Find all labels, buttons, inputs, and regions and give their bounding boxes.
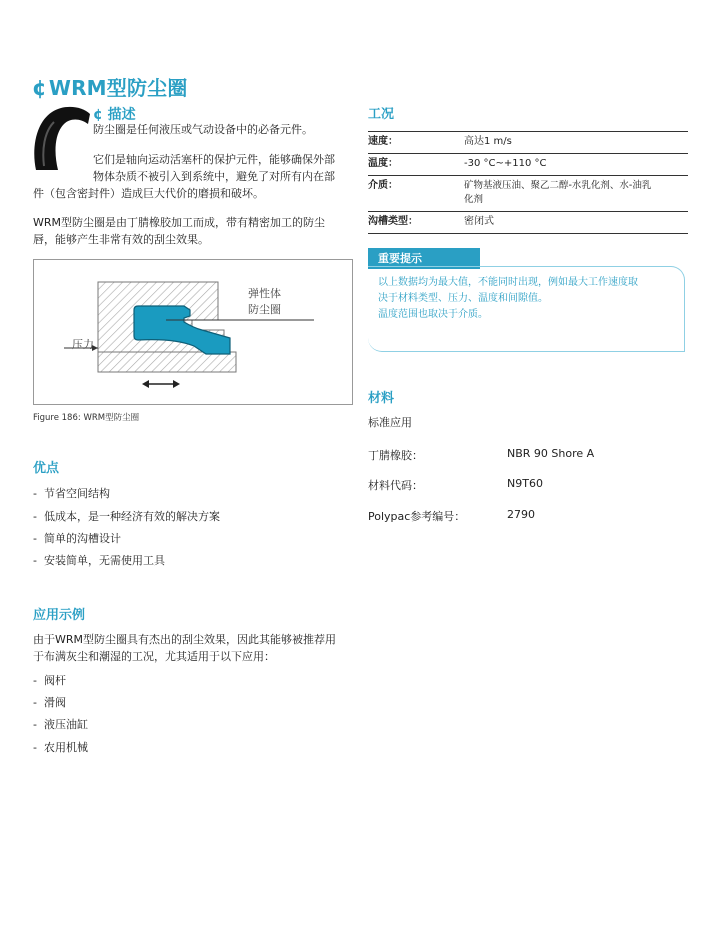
conditions-table [368,131,688,234]
materials-heading: 材料 [368,391,395,406]
table-row: 速度： 高达1 m/s [368,131,688,153]
material-label: 材料代码： [368,479,423,492]
table-row: 温度： -30 °C~+110 °C [368,153,688,175]
list-item: - 阀杆 [33,674,66,687]
description-para2: 它们是轴向运动活塞杆的保护元件，能够确保外部 物体杂质不被引入到系统中，避免了对所有内在部 [93,153,335,183]
table-row: 介质： 矿物基液压油、聚乙二醇-水乳化剂、水-油乳 化剂 [368,175,688,211]
advantages-heading: 优点 [33,461,60,476]
list-item: - 农用机械 [33,741,88,754]
table-row: 沟槽类型： 密闭式 [368,211,688,234]
important-text: 以上数据均为最大值，不能同时出现，例如最大工作速度取 决于材料类型、压力、温度和间隙值。 温度范围也取决于介质。 [378,277,638,320]
description-para2-cont: 件（包含密封件）造成巨大代价的磨损和破坏。 [33,187,264,200]
figure-frame [33,259,353,405]
important-notice [368,248,688,352]
material-value: NBR 90 Shore A [507,447,595,460]
list-item: - 低成本，是一种经济有效的解决方案 [33,510,220,523]
material-label: Polypac参考编号： [368,510,466,523]
page-title-text: WRM型防尘圈 [48,76,188,100]
description-para3: WRM型防尘圈是由丁腈橡胶加工而成，带有精密加工的防尘 唇，能够产生非常有效的刮尘效果。 [33,216,326,246]
product-photo [30,104,92,174]
description-heading: ¢ 描述 [93,107,136,123]
brand-mark-icon: ¢ [32,76,47,100]
figure-caption: Figure 186: WRM型防尘圈 [33,413,140,423]
material-value: 2790 [507,508,535,521]
important-heading: 重要提示 [368,248,480,269]
list-item: - 安装简单，无需使用工具 [33,554,165,567]
material-value: N9T60 [507,477,543,490]
applications-heading: 应用示例 [33,608,86,623]
wiper-cross-section-diagram [34,260,352,404]
list-item: - 简单的沟槽设计 [33,532,121,545]
figure-label-pressure: 压力 [72,338,94,351]
list-item: - 液压油缸 [33,718,88,731]
materials-standard: 标准应用 [368,416,412,429]
applications-intro: 由于WRM型防尘圈具有杰出的刮尘效果，因此其能够被推荐用 于布满灰尘和潮湿的工况，尤其适用于以下应用： [33,633,337,663]
description-para1: 防尘圈是任何液压或气动设备中的必备元件。 [93,123,313,136]
conditions-heading: 工况 [368,107,395,122]
figure-label-elastomer: 弹性体 防尘圈 [248,287,281,316]
list-item: - 节省空间结构 [33,487,110,500]
page-title [32,72,188,101]
list-item: - 滑阀 [33,696,66,709]
material-label: 丁腈橡胶： [368,449,423,462]
